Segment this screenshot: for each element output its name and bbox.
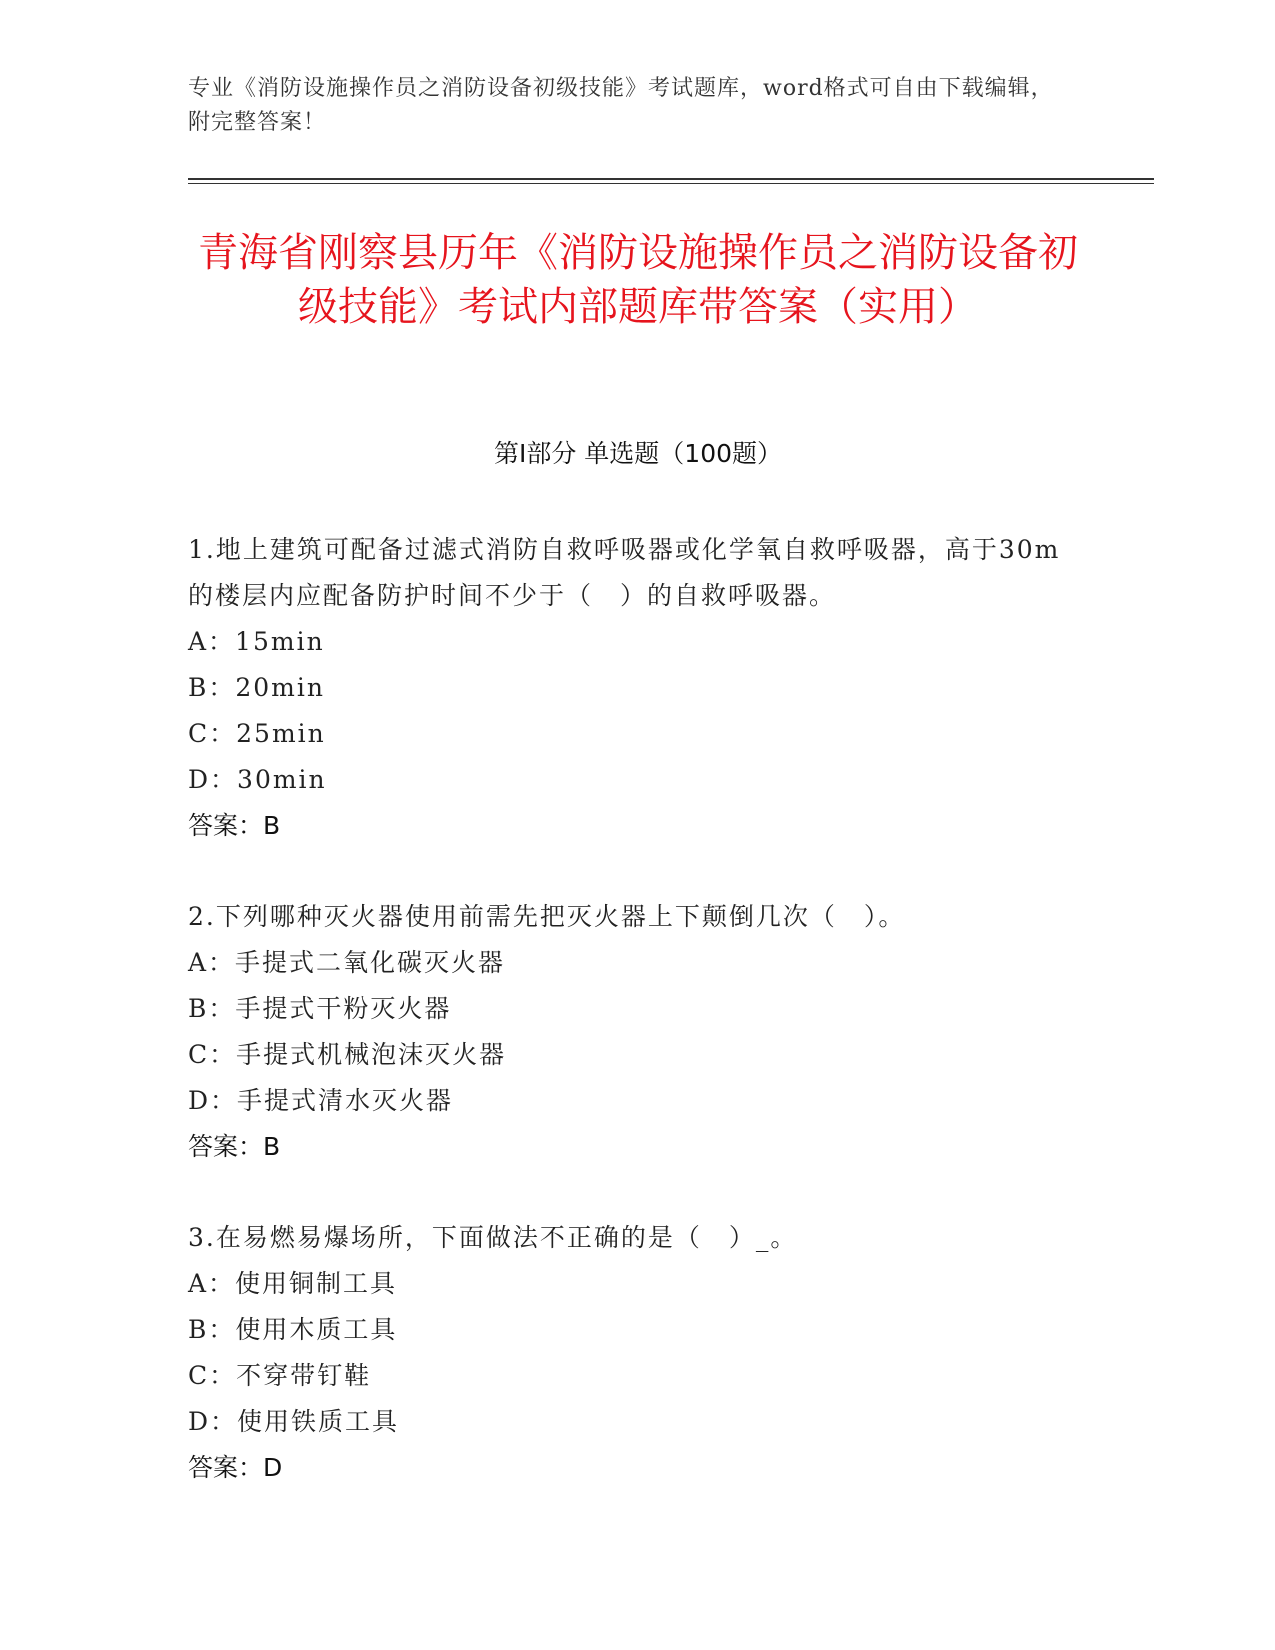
option-c: C：手提式机械泡沫灭火器: [188, 1040, 507, 1069]
option-d: D：手提式清水灭火器: [188, 1086, 454, 1115]
option-b: B：手提式干粉灭火器: [188, 994, 452, 1023]
question-stem: 2.下列哪种灭火器使用前需先把灭火器上下颠倒几次（ ）。: [188, 902, 906, 931]
document-title: 青海省刚察县历年《消防设施操作员之消防设备初级技能》考试内部题库带答案（实用）: [198, 230, 1078, 330]
header-note: 专业《消防设施操作员之消防设备初级技能》考试题库，word格式可自由下载编辑，附完整答案！: [188, 76, 1054, 135]
question-2: [188, 894, 1068, 1170]
option-a: A：手提式二氧化碳灭火器: [188, 948, 506, 977]
answer-line: 答案：B: [188, 811, 281, 840]
option-c: C：不穿带钉鞋: [188, 1361, 372, 1390]
option-a: A：15min: [188, 627, 325, 656]
option-d: D：30min: [188, 765, 327, 794]
question-stem: 3.在易燃易爆场所，下面做法不正确的是（ ）_。: [188, 1223, 798, 1252]
answer-line: 答案：B: [188, 1132, 281, 1161]
answer-line: 答案：D: [188, 1453, 283, 1482]
question-list: [188, 527, 1068, 1536]
option-a: A：使用铜制工具: [188, 1269, 398, 1298]
header-rule-thick: [188, 178, 1154, 180]
section-title: 第I部分 单选题（100题）: [493, 439, 783, 468]
header-rule-thin: [188, 183, 1154, 184]
option-c: C：25min: [188, 719, 326, 748]
question-stem: 1.地上建筑可配备过滤式消防自救呼吸器或化学氧自救呼吸器，高于30m的楼层内应配备防护时间不少于（ ）的自救呼吸器。: [188, 535, 1061, 610]
option-b: B：使用木质工具: [188, 1315, 398, 1344]
question-1: [188, 527, 1068, 849]
option-d: D：使用铁质工具: [188, 1407, 400, 1436]
option-b: B：20min: [188, 673, 325, 702]
question-3: [188, 1215, 1068, 1491]
